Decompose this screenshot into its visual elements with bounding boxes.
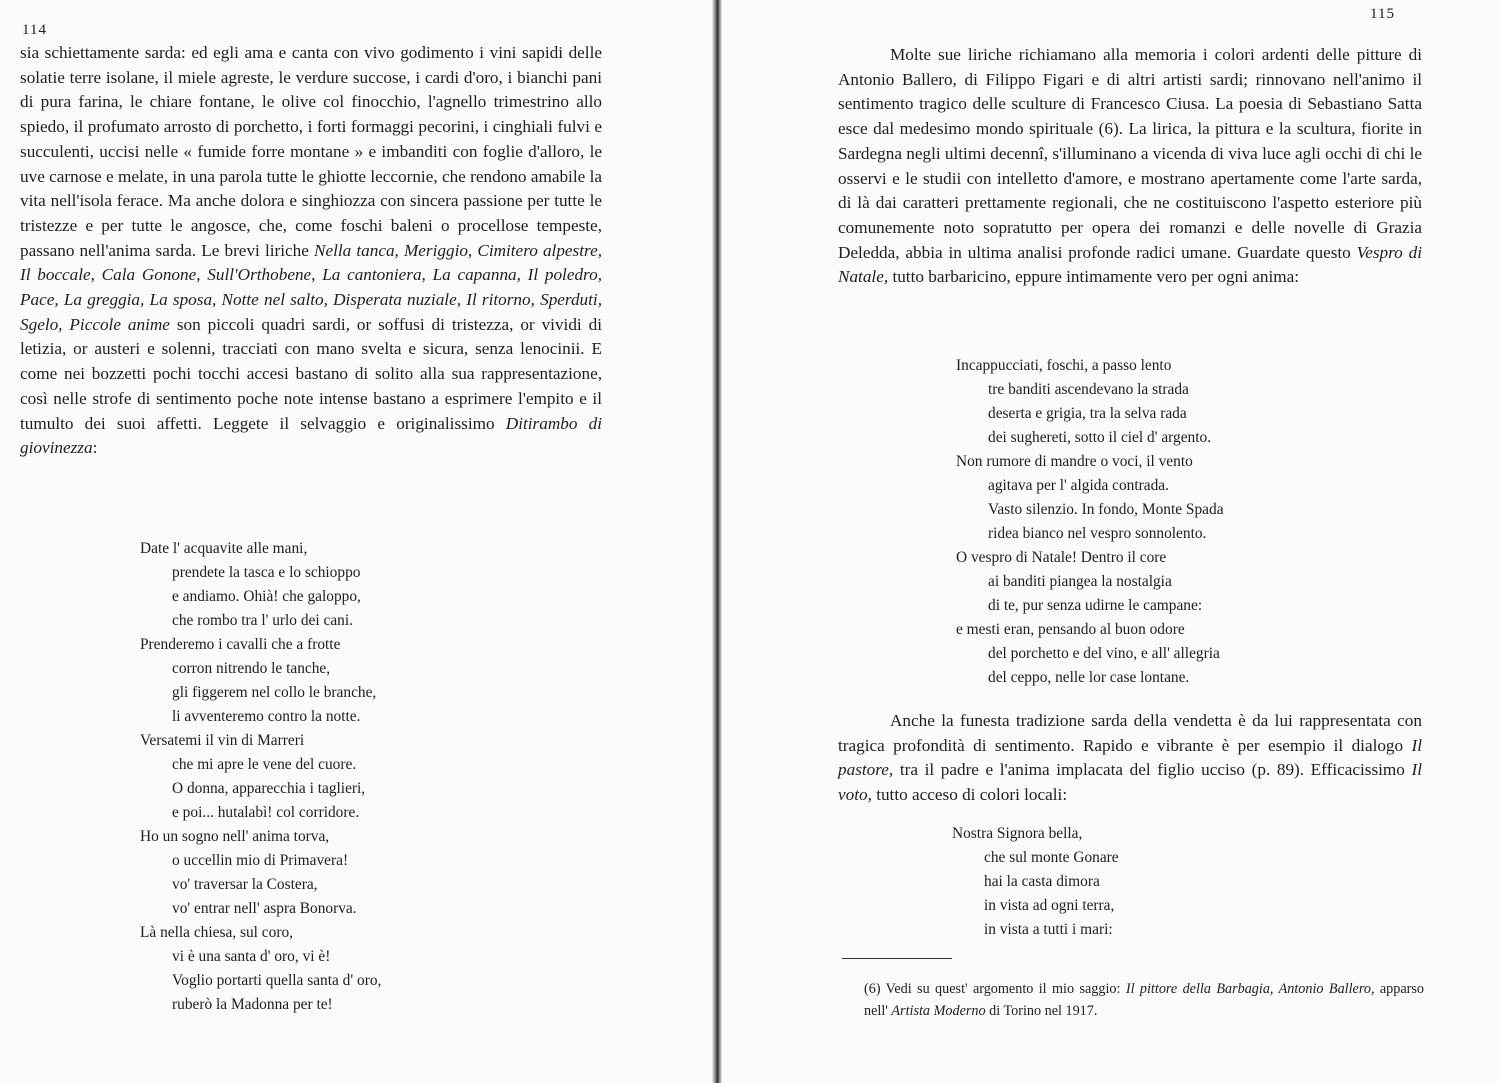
- verse-line: Vasto silenzio. In fondo, Monte Spada: [988, 501, 1224, 518]
- verse-line: deserta e grigia, tra la selva rada: [988, 405, 1187, 422]
- verse-line: li avventeremo contro la notte.: [172, 708, 361, 725]
- verse-line: prendete la tasca e lo schioppo: [172, 564, 361, 581]
- footnote-rule: [842, 958, 952, 959]
- italic-title-run: Ditirambo di giovinezza: [20, 413, 602, 458]
- verse-line: e mesti eran, pensando al buon odore: [956, 621, 1185, 638]
- verse-line: Versatemi il vin di Marreri: [140, 732, 305, 749]
- text-run: (6) Vedi su quest' argomento il mio saggio:: [864, 981, 1126, 997]
- text-run: Molte sue liriche richiamano alla memoria i colori ardenti delle pitture di Antonio Ballero, di Filippo Figari e di altri artisti sardi; rinnovano nell'animo il sentimento tragico delle sculture di Francesco Ciusa. La poesia di Sebastiano Satta esce dal medesimo mondo spirituale (6). La lirica, la pittura e la scultura, fiorite in Sardegna negli ultimi decennî, s'illuminano a vicenda di viva luce agli occhi di chi le osservi e le studii con intelletto d'amore, e mostrano apertamente come l'arte sarda, di là dai caratteri prettamente regionali, che ne costituiscono l'aspetto esteriore più comunemente noto sopratutto per opera dei romanzi e delle novelle di Grazia Deledda, abbia in ultima analisi profonde radici umane. Guardate questo: [838, 45, 1422, 262]
- verse-line: vo' entrar nell' aspra Bonorva.: [172, 900, 357, 917]
- verse-line: ridea bianco nel vespro sonnolento.: [988, 525, 1207, 542]
- book-gutter: [712, 0, 722, 1083]
- text-run: tutto barbaricino, eppure intimamente vero per ogni anima:: [888, 267, 1300, 287]
- verse-line: e poi... hutalabì! col corridore.: [172, 804, 360, 821]
- page-number: 115: [1370, 6, 1395, 22]
- right-page: [722, 0, 1500, 1083]
- text-run: apparso nell': [864, 981, 1425, 1019]
- text-run: Anche la funesta tradizione sarda della vendetta è da lui rappresentata con tragica profondità di sentimento. Rapido e vibrante è per esempio il dialogo: [838, 711, 1422, 755]
- verse-line: Non rumore di mandre o voci, il vento: [956, 453, 1193, 470]
- verse-line: o uccellin mio di Primavera!: [172, 852, 349, 869]
- verse-line: che rombo tra l' urlo dei cani.: [172, 612, 353, 629]
- poem-vespro-di-natale: [956, 354, 1224, 690]
- verse-line: dei sughereti, sotto il ciel d' argento.: [988, 429, 1212, 446]
- italic-title-run: Vespro di Natale,: [838, 242, 1422, 287]
- verse-line: del ceppo, nelle lor case lontane.: [988, 669, 1190, 686]
- verse-line: di te, pur senza udirne le campane:: [988, 597, 1203, 614]
- verse-line: Incappucciati, foschi, a passo lento: [956, 357, 1172, 374]
- text-run: tra il padre e l'anima implacata del figlio ucciso (p. 89). Efficacissimo: [893, 760, 1412, 780]
- paragraph-text: [838, 43, 1422, 290]
- page-number: 114: [22, 22, 47, 38]
- verse-line: agitava per l' algida contrada.: [988, 477, 1169, 494]
- verse-line: ai banditi piangea la nostalgia: [988, 573, 1172, 590]
- verse-line: Ho un sogno nell' anima torva,: [140, 828, 330, 845]
- verse-line: vo' traversar la Costera,: [172, 876, 318, 893]
- italic-title-run: Il pastore,: [838, 735, 1422, 780]
- verse-line: gli figgerem nel collo le branche,: [172, 684, 377, 701]
- verse-line: in vista a tutti i mari:: [984, 921, 1113, 938]
- poem-ditirambo: [140, 537, 381, 1017]
- verse-line: O donna, apparecchia i taglieri,: [172, 780, 366, 797]
- left-page: [0, 0, 720, 1083]
- verse-line: tre banditi ascendevano la strada: [988, 381, 1189, 398]
- verse-line: Nostra Signora bella,: [952, 825, 1083, 842]
- verse-line: O vespro di Natale! Dentro il core: [956, 549, 1167, 566]
- footnote-text: [834, 978, 1424, 1022]
- italic-title-run: Nella tanca, Meriggio, Cimitero alpestre, Il boccale, Cala Gonone, Sull'Orthobene, La cantoniera, La capanna, Il poledro, Pace, La greggia, La sposa, Notte nel salto, Disperata nuziale, Il ritorno, Sperduti, Sgelo, Piccole anime: [20, 240, 602, 334]
- verse-line: corron nitrendo le tanche,: [172, 660, 331, 677]
- verse-line: ruberò la Madonna per te!: [172, 996, 333, 1013]
- paragraph-text: [838, 709, 1422, 808]
- body-paragraph: [838, 43, 1422, 290]
- verse-line: Voglio portarti quella santa d' oro,: [172, 972, 382, 989]
- text-run: di Torino nel 1917.: [985, 1003, 1098, 1019]
- text-run: tutto acceso di colori locali:: [871, 785, 1068, 805]
- verse-line: hai la casta dimora: [984, 873, 1100, 890]
- italic-title-run: Artista Moderno: [891, 1003, 986, 1019]
- italic-title-run: Il pittore della Barbagia, Antonio Ballero,: [1125, 981, 1375, 997]
- italic-title-run: Il voto,: [838, 760, 1422, 805]
- verse-line: e andiamo. Ohià! che galoppo,: [172, 588, 361, 605]
- verse-line: che mi apre le vene del cuore.: [172, 756, 357, 773]
- verse-line: che sul monte Gonare: [984, 849, 1119, 866]
- text-run: sia schiettamente sarda: ed egli ama e canta con vivo godimento i vini sapidi delle solatie terre isolane, il miele agreste, le verdure succose, i cardi d'oro, i bianchi pani di pura farina, le chiare fontane, le olive col finocchio, l'agnello trimestrino allo spiedo, il profumato arrosto di porchetto, i forti formaggi pecorini, i cinghiali fulvi e succulenti, uccisi nelle « fumide forre montane » e imbanditi con foglie d'alloro, le uve carnose e melate, in una parola tutte le ghiotte leccornie, che rendono amabile la vita nell'isola ferace. Ma anche dolora e singhiozza con sincera passione per tutte le tristezze e per tutte le angosce, che, come foschi baleni o procellose tempeste, passano nell'anima sarda. Le brevi liriche: [20, 43, 602, 260]
- verse-line: Date l' acquavite alle mani,: [140, 540, 308, 557]
- verse-line: in vista ad ogni terra,: [984, 897, 1115, 914]
- body-paragraph: [838, 709, 1422, 808]
- paragraph-text: [20, 41, 602, 461]
- verse-line: Là nella chiesa, sul coro,: [140, 924, 293, 941]
- text-run: :: [92, 438, 98, 458]
- verse-line: Prenderemo i cavalli che a frotte: [140, 636, 341, 653]
- body-paragraph: [20, 41, 602, 461]
- verse-line: del porchetto e del vino, e all' allegria: [988, 645, 1220, 662]
- verse-line: vi è una santa d' oro, vi è!: [172, 948, 331, 965]
- poem-il-voto: [952, 822, 1119, 942]
- footnote: [834, 978, 1424, 1022]
- text-run: son piccoli quadri sardi, or soffusi di tristezza, or vividi di letizia, or austeri e solenni, tracciati con mano svelta e sicura, senza lenocinii. E come nei bozzetti pochi tocchi accesi bastano di solito alla sua rappresentazione, così nelle strofe di sentimento poche note intense bastano a esprimere l'empito e il tumulto dei suoi affetti. Leggete il selvaggio e originalissimo: [20, 314, 602, 433]
